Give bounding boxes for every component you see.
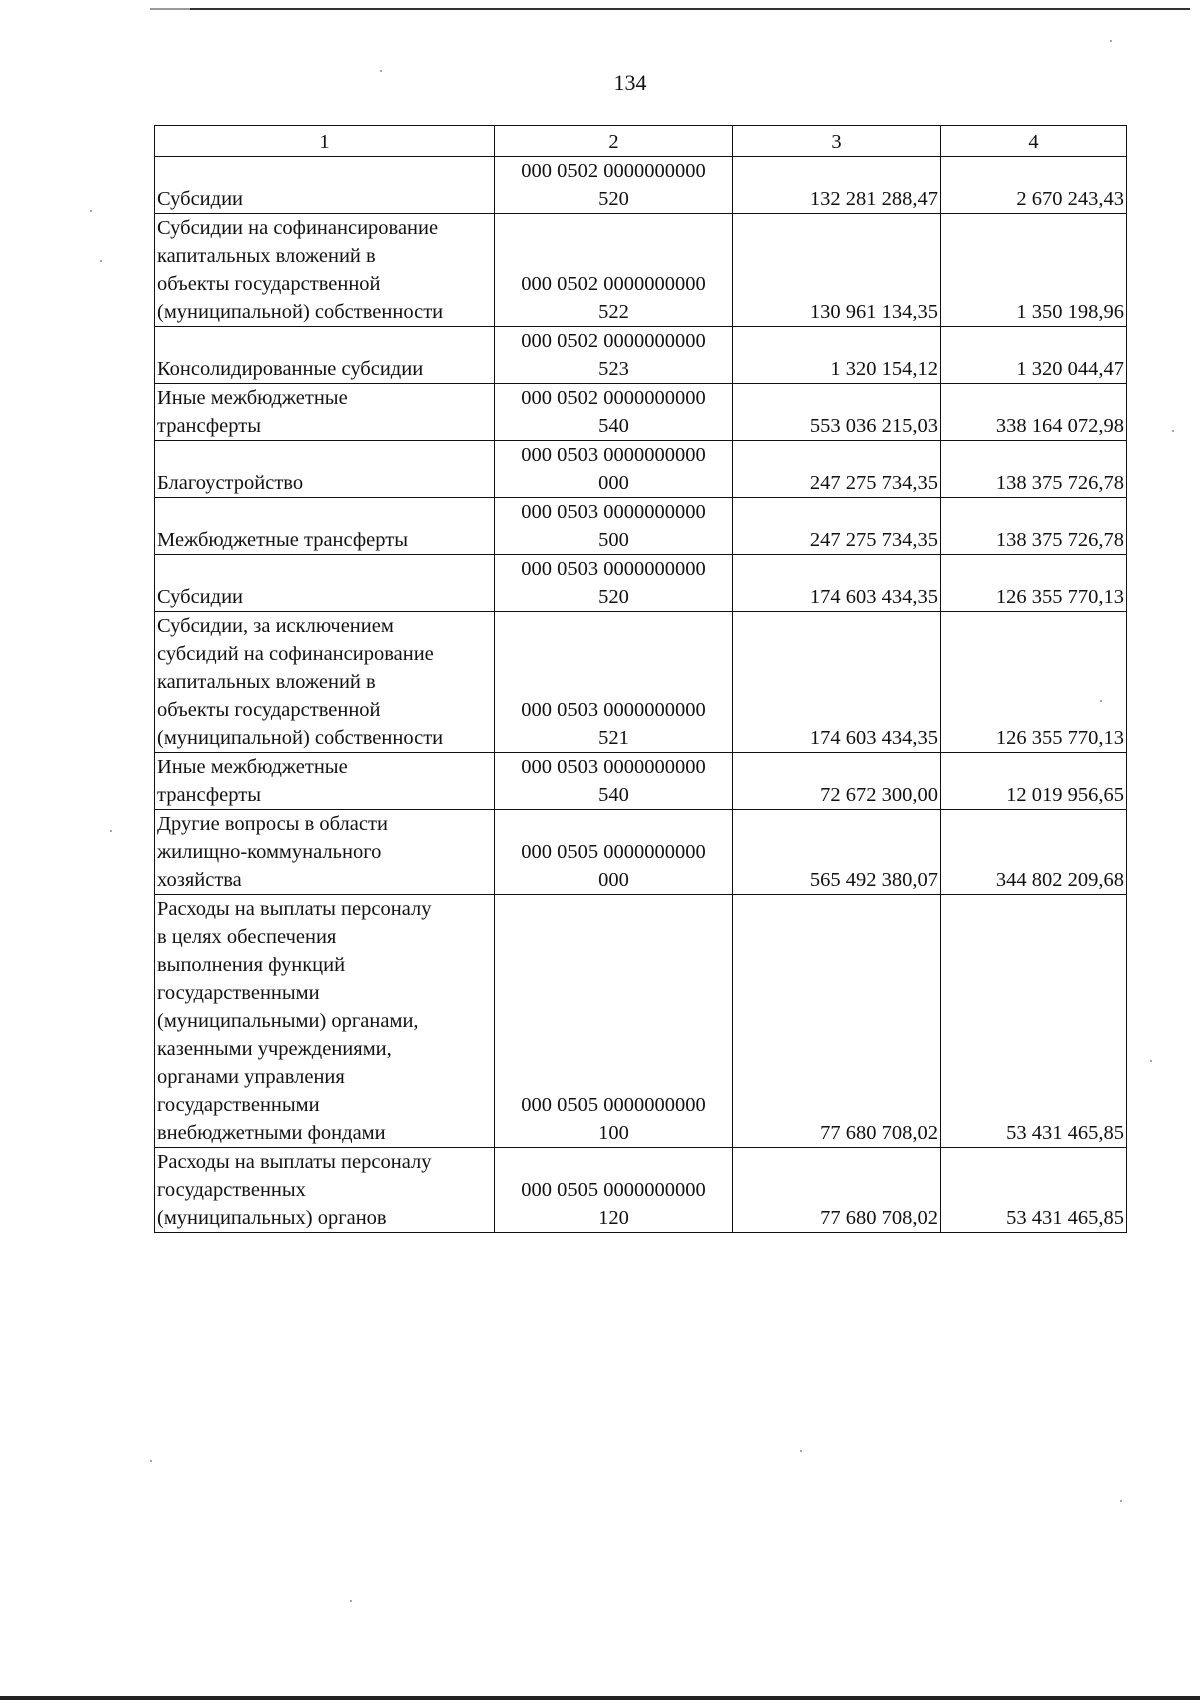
row-name-cell [155,157,495,214]
table-row [155,441,1127,498]
row-name-line: выполнения функций [157,954,346,976]
row-name-line: Субсидии [157,586,244,608]
row-value-col3: 174 603 434,35 [733,555,941,612]
row-name-line: капитальных вложений в [157,245,376,267]
row-name-line: (муниципальными) органами, [157,1010,419,1032]
header-cell-2: 2 [495,126,733,157]
row-code-line: 523 [598,358,629,380]
row-code-cell [495,895,733,1148]
table-row [155,810,1127,895]
row-name-cell [155,810,495,895]
row-value-col3: 553 036 215,03 [733,384,941,441]
row-name-cell [155,498,495,555]
row-value-col3: 1 320 154,12 [733,327,941,384]
row-code-line: 000 0505 0000000000 [521,841,706,863]
row-value-col4: 338 164 072,98 [941,384,1127,441]
row-code-line: 000 0503 0000000000 [521,699,706,721]
table-row [155,1148,1127,1233]
row-code-line: 000 0503 0000000000 [521,501,706,523]
row-code-cell [495,214,733,327]
row-name-line: государственными [157,1094,320,1116]
row-name-line: государственными [157,982,320,1004]
row-name-line: Консолидированные субсидии [157,358,424,380]
row-value-col3: 130 961 134,35 [733,214,941,327]
row-name-line: (муниципальной) собственности [157,727,444,749]
table-row [155,612,1127,753]
row-value-col3: 247 275 734,35 [733,441,941,498]
table-row [155,327,1127,384]
row-name-line: Расходы на выплаты персоналу [157,898,432,920]
row-code-line: 000 [598,472,629,494]
row-value-col4: 138 375 726,78 [941,441,1127,498]
row-name-line: объекты государственной [157,273,381,295]
row-code-cell [495,157,733,214]
row-name-line: жилищно-коммунального [157,841,382,863]
row-value-col3: 77 680 708,02 [733,895,941,1148]
table-row [155,555,1127,612]
row-code-line: 000 0502 0000000000 [521,160,706,182]
row-code-cell [495,327,733,384]
row-code-line: 000 0502 0000000000 [521,273,706,295]
row-code-line: 000 0503 0000000000 [521,444,706,466]
row-code-line: 540 [598,415,629,437]
row-name-line: капитальных вложений в [157,671,376,693]
row-code-cell [495,384,733,441]
row-name-cell [155,555,495,612]
row-code-line: 000 [598,869,629,891]
row-name-cell [155,895,495,1148]
row-value-col4: 1 320 044,47 [941,327,1127,384]
row-name-line: (муниципальной) собственности [157,301,444,323]
row-value-col4: 53 431 465,85 [941,895,1127,1148]
row-name-line: Благоустройство [157,472,304,494]
row-name-cell [155,384,495,441]
row-name-line: (муниципальных) органов [157,1207,387,1229]
row-value-col4: 138 375 726,78 [941,498,1127,555]
row-value-col3: 565 492 380,07 [733,810,941,895]
row-code-line: 520 [598,586,629,608]
row-name-line: Расходы на выплаты персоналу [157,1151,432,1173]
row-name-line: Иные межбюджетные [157,387,348,409]
row-value-col3: 77 680 708,02 [733,1148,941,1233]
table-row [155,384,1127,441]
row-name-line: органами управления [157,1066,345,1088]
row-code-line: 000 0505 0000000000 [521,1179,706,1201]
row-value-col4: 12 019 956,65 [941,753,1127,810]
row-name-line: трансферты [157,415,261,437]
header-cell-1: 1 [155,126,495,157]
row-name-line: Иные межбюджетные [157,756,348,778]
row-name-cell [155,327,495,384]
row-code-line: 500 [598,529,629,551]
header-cell-3: 3 [733,126,941,157]
row-name-line: в целях обеспечения [157,926,337,948]
header-cell-4: 4 [941,126,1127,157]
row-name-line: Межбюджетные трансферты [157,529,408,551]
row-name-line: трансферты [157,784,261,806]
header-row [155,126,1127,157]
row-code-line: 522 [598,301,629,323]
row-code-line: 000 0505 0000000000 [521,1094,706,1116]
row-code-line: 000 0502 0000000000 [521,330,706,352]
bottom-rule [0,1696,1200,1700]
row-code-line: 000 0503 0000000000 [521,756,706,778]
row-value-col3: 174 603 434,35 [733,612,941,753]
row-name-line: Субсидии, за исключением [157,615,394,637]
row-name-cell [155,753,495,810]
row-name-line: субсидий на софинансирование [157,643,434,665]
table-row [155,753,1127,810]
table-row [155,214,1127,327]
row-name-line: хозяйства [157,869,242,891]
row-code-cell [495,612,733,753]
row-name-line: Другие вопросы в области [157,813,388,835]
row-code-cell [495,441,733,498]
row-name-line: Субсидии на софинансирование [157,217,439,239]
row-name-line: государственных [157,1179,306,1201]
row-code-cell [495,810,733,895]
row-name-cell [155,1148,495,1233]
top-rule-mark [150,8,190,10]
row-value-col3: 132 281 288,47 [733,157,941,214]
budget-table [154,125,1127,1233]
row-code-line: 000 0502 0000000000 [521,387,706,409]
row-code-line: 520 [598,188,629,210]
row-value-col4: 126 355 770,13 [941,612,1127,753]
table-row [155,157,1127,214]
row-code-line: 100 [598,1122,629,1144]
row-code-line: 521 [598,727,629,749]
table-row [155,498,1127,555]
row-code-line: 120 [598,1207,629,1229]
row-name-line: объекты государственной [157,699,381,721]
table-body [155,157,1127,1233]
row-value-col4: 126 355 770,13 [941,555,1127,612]
row-value-col4: 344 802 209,68 [941,810,1127,895]
row-code-cell [495,753,733,810]
row-name-cell [155,612,495,753]
row-code-cell [495,1148,733,1233]
row-value-col3: 72 672 300,00 [733,753,941,810]
row-code-cell [495,498,733,555]
row-name-line: внебюджетными фондами [157,1122,386,1144]
row-value-col4: 1 350 198,96 [941,214,1127,327]
row-code-line: 000 0503 0000000000 [521,558,706,580]
row-value-col4: 2 670 243,43 [941,157,1127,214]
row-name-line: Субсидии [157,188,244,210]
top-rule [150,8,1190,10]
row-code-line: 540 [598,784,629,806]
row-value-col3: 247 275 734,35 [733,498,941,555]
row-name-cell [155,441,495,498]
row-name-cell [155,214,495,327]
row-code-cell [495,555,733,612]
row-value-col4: 53 431 465,85 [941,1148,1127,1233]
row-name-line: казенными учреждениями, [157,1038,392,1060]
table-row [155,895,1127,1148]
page-number: 134 [613,70,647,95]
